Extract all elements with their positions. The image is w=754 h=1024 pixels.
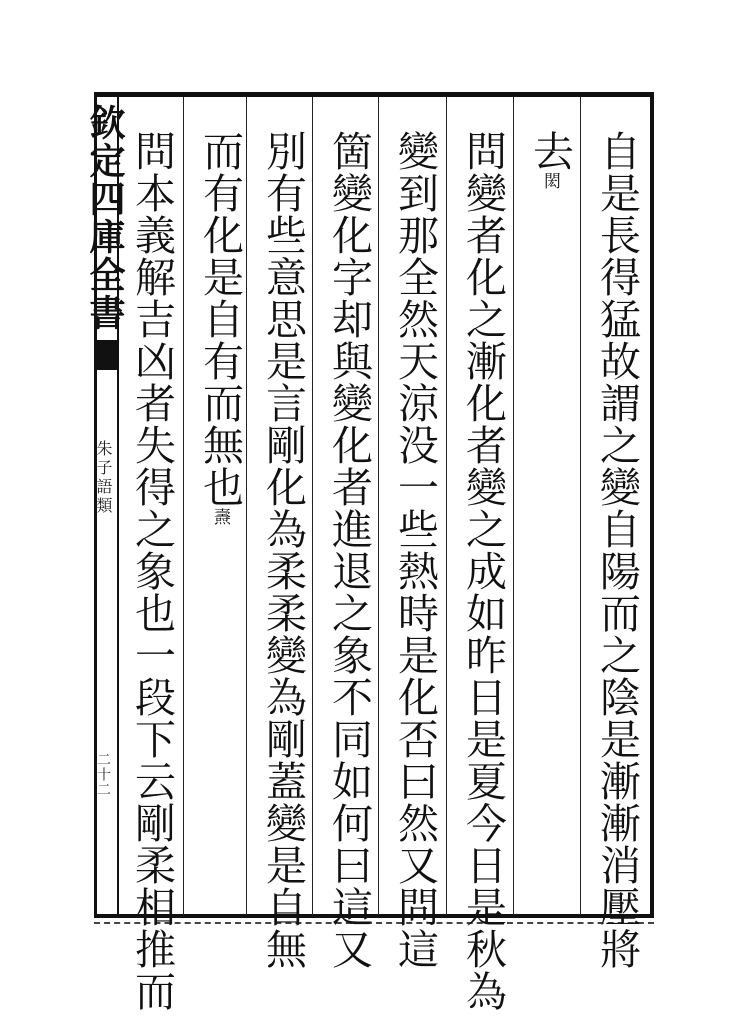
text-column-7 [190, 130, 250, 525]
attribution-note: 燾 [210, 508, 230, 525]
column-rule [183, 97, 184, 915]
column-text: 別有些意思是言剛化為柔柔變為剛蓋變是自無 [259, 130, 307, 970]
text-column-2 [520, 130, 580, 189]
text-column-1 [587, 130, 647, 970]
column-text: 箇變化字却與變化者進退之象不同如何曰這又 [325, 130, 373, 970]
text-column-5 [319, 130, 379, 970]
book-title: 朱子語類 [94, 440, 113, 516]
attribution-note: 閎 [540, 172, 560, 189]
fishtail-mark [96, 340, 118, 370]
text-column-3 [453, 130, 513, 1012]
column-text: 問本義解吉凶者失得之象也一段下云剛柔相推而 [128, 130, 176, 1012]
text-column-4 [385, 130, 445, 970]
column-text: 去 [526, 130, 574, 172]
column-rule [513, 97, 514, 915]
column-text: 變到那全然天涼没一些熱時是化否曰然又問這 [391, 130, 439, 970]
page-number: 二十二 [95, 752, 111, 797]
column-text: 問變者化之漸化者變之成如昨日是夏今日是秋為 [459, 130, 507, 1012]
column-text: 而有化是自有而無也 [196, 130, 244, 508]
column-text: 自是長得猛故謂之變自陽而之陰是漸漸消壓將 [593, 130, 641, 970]
text-column-6 [253, 130, 313, 970]
column-rule [446, 97, 447, 915]
column-rule [580, 97, 581, 915]
collection-title: 欽定四庫全書 [84, 104, 126, 332]
text-column-8 [122, 130, 182, 1012]
